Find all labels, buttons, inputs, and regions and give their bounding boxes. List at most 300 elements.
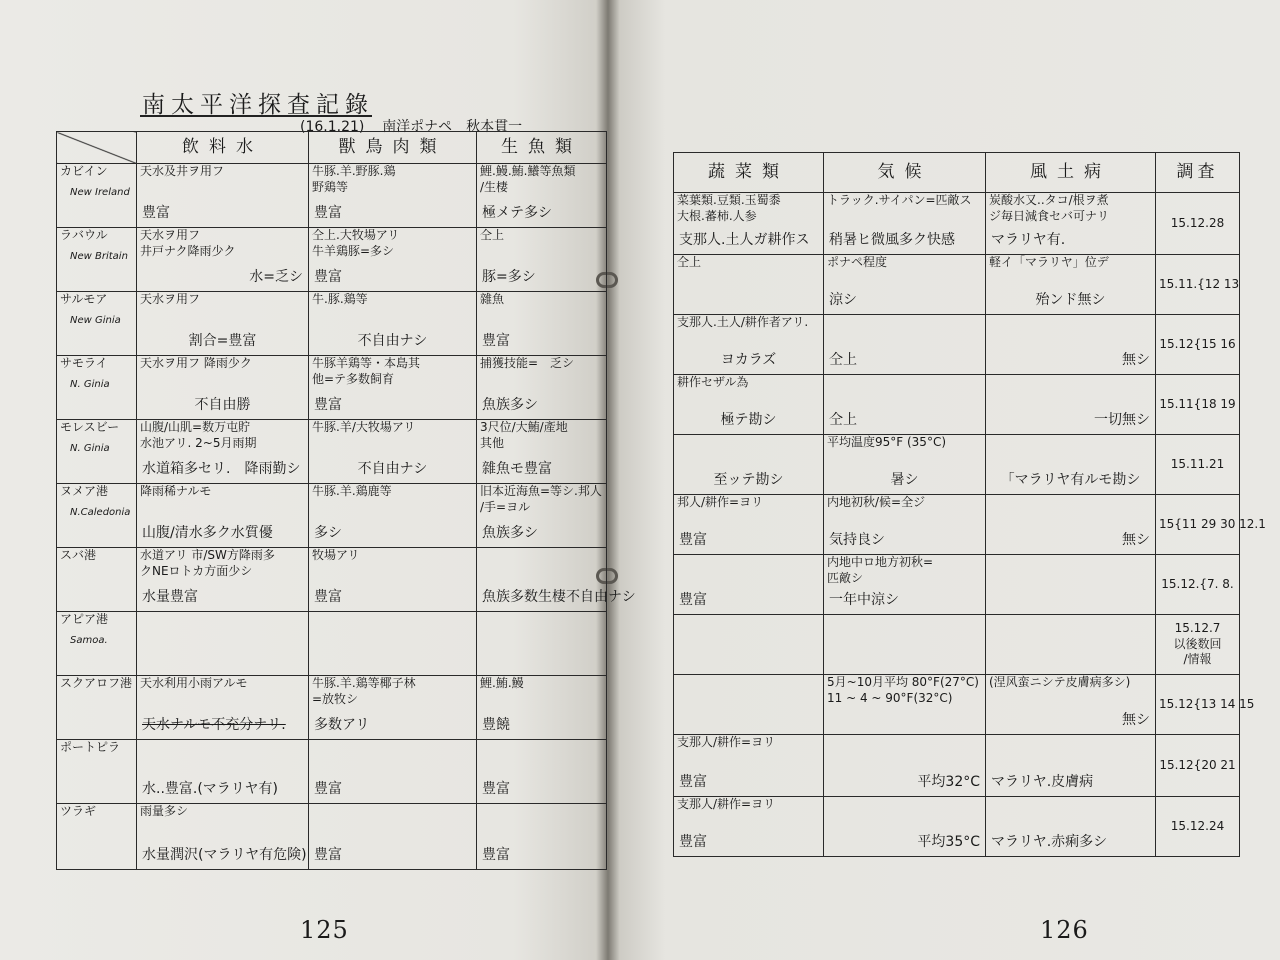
place-name-japanese: アピア港	[60, 612, 109, 626]
record-author: 南洋ポナペ 秋本貫一	[382, 119, 523, 135]
meat-cell	[309, 804, 477, 870]
place-name-japanese: スバ港	[60, 548, 97, 562]
survey-date-cell: 15.12.{7. 8.	[1156, 555, 1240, 615]
fish-content	[480, 612, 603, 672]
endemic-disease-bottom-text: マラリヤ.赤痢多シ	[991, 833, 1108, 850]
water-cell	[137, 740, 309, 804]
vegetables-cell	[674, 435, 824, 495]
meat-top-text: 牛豚.羊.鶏鹿等	[312, 484, 392, 498]
meat-bottom-text: 豊富	[314, 780, 342, 797]
water-cell	[137, 548, 309, 612]
water-cell	[137, 164, 309, 228]
left-table-row	[57, 804, 607, 870]
meat-cell	[309, 548, 477, 612]
fish-top-text: 鯉.鮪.鰻	[480, 676, 524, 690]
fish-cell	[477, 228, 607, 292]
fish-cell	[477, 804, 607, 870]
endemic-disease-top-text: 炭酸水又..タコ/根ヲ煮 ジ毎日減食セバ可ナリ	[989, 193, 1110, 223]
place-name-japanese: ラバウル	[60, 228, 108, 242]
place-name-english: N. Ginia	[70, 442, 110, 454]
meat-bottom-text: 豊富	[314, 846, 342, 863]
vegetables-top-text: 支那人/耕作=ヨリ	[677, 735, 776, 749]
left-survey-table	[56, 131, 636, 870]
vegetables-bottom-text: 豊富	[679, 773, 707, 790]
endemic-disease-bottom-text: 無シ	[1122, 711, 1150, 728]
endemic-disease-content	[989, 375, 1152, 431]
place-name-japanese: カビイン	[60, 164, 108, 178]
climate-cell	[824, 315, 986, 375]
meat-bottom-text: 多シ	[314, 524, 342, 541]
header-survey-date: 調査	[1156, 153, 1240, 193]
right-table-row	[674, 615, 1240, 675]
place-name-english: New Ginia	[70, 314, 121, 326]
meat-cell	[309, 292, 477, 356]
left-table-row	[57, 676, 607, 740]
vegetables-bottom-text: 支那人.土人ガ耕作ス	[679, 231, 810, 248]
vegetables-bottom-text: ヨカラズ	[720, 351, 777, 368]
endemic-disease-content	[989, 555, 1152, 611]
fish-bottom-text: 豊饒	[482, 716, 510, 733]
endemic-disease-bottom-text: 「マラリヤ有ルモ勘シ	[1000, 471, 1141, 488]
survey-date-cell: 15.12.28	[1156, 193, 1240, 255]
fish-bottom-text: 魚族多シ	[482, 396, 538, 413]
fish-top-text: 捕獲技能= 乏シ	[480, 356, 575, 370]
right-table-row	[674, 375, 1240, 435]
vegetables-top-text: 邦人/耕作=ヨリ	[677, 495, 764, 509]
header-fish: 生魚類	[477, 132, 607, 164]
place-cell	[57, 420, 137, 484]
survey-date-cell: 15.12{20 21	[1156, 735, 1240, 797]
climate-content	[827, 555, 982, 611]
water-bottom-text: 不自由勝	[194, 396, 251, 413]
water-top-text: 降雨稀ナルモ	[140, 484, 212, 498]
meat-bottom-text: 不自由ナシ	[357, 460, 428, 477]
meat-content	[312, 420, 473, 480]
endemic-disease-content	[989, 255, 1152, 311]
place-name-japanese: サルモア	[60, 292, 108, 306]
water-content	[140, 420, 305, 480]
meat-top-text: 仝上.大牧場アリ 牛羊鶏豚=多シ	[312, 228, 400, 258]
left-table-row	[57, 740, 607, 804]
climate-bottom-text: 稍暑ヒ微風多ク快感	[829, 231, 955, 248]
meat-content	[312, 228, 473, 288]
vegetables-content	[677, 193, 820, 251]
water-cell	[137, 804, 309, 870]
vegetables-content	[677, 555, 820, 611]
climate-cell	[824, 435, 986, 495]
endemic-disease-bottom-text: マラリヤ.皮膚病	[991, 773, 1094, 790]
water-top-text: 天水ヲ用フ 井戸ナク降雨少ク	[140, 228, 236, 258]
endemic-disease-content	[989, 193, 1152, 251]
water-cell	[137, 292, 309, 356]
fish-cell	[477, 612, 607, 676]
vegetables-bottom-text: 極テ勘シ	[720, 411, 777, 428]
vegetables-content	[677, 435, 820, 491]
header-vegetables: 蔬菜類	[674, 153, 824, 193]
meat-content	[312, 164, 473, 224]
water-top-text: 天水利用小雨アルモ	[140, 676, 248, 690]
water-content	[140, 228, 305, 288]
meat-top-text: 牛豚羊鶏等・本島其 他=テ多数飼育	[312, 356, 421, 386]
meat-content	[312, 740, 473, 800]
climate-bottom-text: 平均32°C	[917, 773, 980, 790]
vegetables-top-text: 耕作セザル為	[677, 375, 749, 389]
place-name-english: New Ireland	[70, 186, 130, 198]
vegetables-bottom-text: 豊富	[679, 591, 707, 608]
meat-bottom-text: 豊富	[314, 204, 342, 221]
meat-cell	[309, 228, 477, 292]
endemic-disease-content	[989, 735, 1152, 793]
vegetables-cell	[674, 375, 824, 435]
climate-content	[827, 675, 982, 731]
endemic-disease-content	[989, 797, 1152, 853]
fish-bottom-text: 魚族多シ	[482, 524, 538, 541]
vegetables-content	[677, 375, 820, 431]
survey-date-cell: 15.11.{12 13	[1156, 255, 1240, 315]
place-name-japanese: スクアロフ港	[60, 676, 133, 690]
climate-bottom-text: 平均35°C	[917, 833, 980, 850]
meat-cell	[309, 740, 477, 804]
vegetables-cell	[674, 797, 824, 857]
water-cell	[137, 612, 309, 676]
water-bottom-text: 天水ナルモ不充分ナリ.	[142, 716, 286, 733]
vegetables-content	[677, 615, 820, 671]
water-top-text: 天水及井ヲ用フ	[140, 164, 225, 178]
water-top-text: 雨量多シ	[140, 804, 189, 818]
vegetables-cell	[674, 555, 824, 615]
climate-top-text: トラック.サイパン=匹敵ス	[827, 193, 972, 207]
left-table-row	[57, 548, 607, 612]
fish-top-text: 仝上	[480, 228, 505, 242]
climate-cell	[824, 615, 986, 675]
survey-date-cell: 15.12.7 以後数回 /情報	[1156, 615, 1240, 675]
endemic-disease-cell	[986, 797, 1156, 857]
fish-bottom-text: 雜魚モ豊富	[482, 460, 552, 477]
climate-content	[827, 435, 982, 491]
right-survey-table	[673, 152, 1266, 857]
endemic-disease-content	[989, 495, 1152, 551]
climate-content	[827, 797, 982, 853]
vegetables-top-text: 支那人.土人/耕作者アリ.	[677, 315, 809, 329]
right-table-row	[674, 555, 1240, 615]
header-climate: 気候	[824, 153, 986, 193]
endemic-disease-content	[989, 315, 1152, 371]
climate-cell	[824, 495, 986, 555]
fish-top-text: 鯉.鰻.鮪.鱶等魚類 /生棲	[480, 164, 576, 194]
document-title: 南太平洋探査記錄	[142, 92, 374, 118]
place-name-english: Samoa.	[70, 634, 108, 646]
water-bottom-text: 水道箱多セリ. 降雨勤シ	[142, 460, 301, 477]
fish-bottom-text: 豊富	[482, 846, 510, 863]
place-name-english: New Britain	[70, 250, 128, 262]
place-name-japanese: モレスビー	[60, 420, 120, 434]
water-content	[140, 676, 305, 736]
climate-cell	[824, 797, 986, 857]
water-top-text: 水道アリ 市/SW方降雨多 クNEロトカ方面少シ	[140, 548, 275, 578]
place-cell	[57, 740, 137, 804]
place-name-japanese: ヌメア港	[60, 484, 109, 498]
water-top-text: 天水ヲ用フ	[140, 292, 201, 306]
climate-cell	[824, 675, 986, 735]
endemic-disease-bottom-text: 無シ	[1122, 351, 1150, 368]
water-content	[140, 356, 305, 416]
fish-content	[480, 420, 603, 480]
climate-top-text: 内地中ロ地方初秋= 匹敵シ	[827, 555, 934, 585]
endemic-disease-cell	[986, 495, 1156, 555]
water-top-text: 天水ヲ用フ 降雨少ク	[140, 356, 252, 370]
vegetables-cell	[674, 193, 824, 255]
vegetables-bottom-text: 豊富	[679, 531, 707, 548]
climate-cell	[824, 193, 986, 255]
vegetables-top-text: 仝上	[677, 255, 702, 269]
meat-content	[312, 292, 473, 352]
place-name-english: N. Ginia	[70, 378, 110, 390]
fish-bottom-text: 極メテ多シ	[482, 204, 552, 221]
climate-content	[827, 255, 982, 311]
place-cell	[57, 292, 137, 356]
meat-top-text: 牛.豚.鶏等	[312, 292, 368, 306]
fish-content	[480, 740, 603, 800]
fish-bottom-text: 豊富	[482, 332, 510, 349]
climate-bottom-text: 仝上	[829, 411, 857, 428]
endemic-disease-cell	[986, 675, 1156, 735]
climate-top-text: 5月~10月平均 80°F(27°C) 11 ~ 4 ~ 90°F(32°C)	[827, 675, 979, 705]
fish-content	[480, 548, 636, 608]
endemic-disease-cell	[986, 315, 1156, 375]
survey-date-cell: 15{11 29 30 12.1	[1156, 495, 1240, 555]
climate-bottom-text: 暑シ	[890, 471, 919, 488]
climate-content	[827, 193, 982, 251]
water-bottom-text: 山腹/清水多ク水質優	[142, 524, 273, 541]
left-table-row	[57, 612, 607, 676]
place-cell	[57, 164, 137, 228]
vegetables-content	[677, 315, 820, 371]
water-bottom-text: 水量潤沢(マラリヤ有危険)	[142, 846, 307, 863]
place-cell	[57, 228, 137, 292]
climate-cell	[824, 735, 986, 797]
meat-bottom-text: 多数アリ	[314, 716, 370, 733]
vegetables-cell	[674, 675, 824, 735]
place-cell	[57, 676, 137, 740]
water-bottom-text: 豊富	[142, 204, 170, 221]
climate-bottom-text: 涼シ	[829, 291, 857, 308]
fish-content	[480, 292, 603, 352]
place-name-japanese: サモライ	[60, 356, 108, 370]
record-date: (16.1.21)	[300, 119, 365, 135]
fish-content	[480, 676, 603, 736]
fish-top-text: 3尺位/大鮪/產地 其他	[480, 420, 568, 450]
vegetables-content	[677, 495, 820, 551]
endemic-disease-cell	[986, 735, 1156, 797]
meat-cell	[309, 676, 477, 740]
water-bottom-text: 水..豊富.(マラリヤ有)	[142, 780, 278, 797]
right-table-row	[674, 735, 1240, 797]
left-table-row	[57, 356, 607, 420]
climate-top-text: ポナペ程度	[827, 255, 888, 269]
meat-bottom-text: 豊富	[314, 396, 342, 413]
vegetables-cell	[674, 735, 824, 797]
survey-date-cell: 15.11.21	[1156, 435, 1240, 495]
vegetables-cell	[674, 615, 824, 675]
climate-top-text: 内地初秋/候=全ジ	[827, 495, 926, 509]
water-cell	[137, 676, 309, 740]
climate-top-text: 平均温度95°F (35°C)	[827, 435, 946, 449]
fish-cell	[477, 548, 636, 612]
fish-bottom-text: 魚族多数生棲不自由ナシ	[482, 588, 636, 605]
water-top-text: 山腹/山肌=数万屯貯 水池アリ. 2~5月雨期	[140, 420, 257, 450]
endemic-disease-top-text: (涅风蛮ニシテ皮膚病多シ)	[989, 675, 1131, 689]
water-content	[140, 804, 305, 866]
left-table-row	[57, 164, 607, 228]
corner-cell	[57, 132, 137, 164]
place-name-japanese: ツラギ	[60, 804, 97, 818]
endemic-disease-cell	[986, 375, 1156, 435]
fish-content	[480, 356, 603, 416]
meat-top-text: 牧場アリ	[312, 548, 360, 562]
survey-date-cell: 15.11{18 19	[1156, 375, 1240, 435]
vegetables-content	[677, 255, 820, 311]
climate-bottom-text: 一年中涼シ	[829, 591, 899, 608]
climate-cell	[824, 555, 986, 615]
left-table-row	[57, 484, 607, 548]
page-number-left: 125	[300, 916, 349, 944]
vegetables-bottom-text: 豊富	[679, 833, 707, 850]
fish-cell	[477, 292, 607, 356]
meat-cell	[309, 356, 477, 420]
fish-cell	[477, 356, 607, 420]
endemic-disease-content	[989, 435, 1152, 491]
place-name-english: N.Caledonia	[70, 506, 131, 518]
fish-cell	[477, 740, 607, 804]
fish-cell	[477, 484, 607, 548]
fish-top-text: 旧本近海魚=等シ.邦人 /手=ヨル	[480, 484, 602, 514]
meat-content	[312, 484, 473, 544]
right-table-row	[674, 797, 1240, 857]
meat-cell	[309, 420, 477, 484]
water-content	[140, 484, 305, 544]
water-cell	[137, 420, 309, 484]
vegetables-content	[677, 675, 820, 731]
meat-bottom-text: 豊富	[314, 588, 342, 605]
meat-cell	[309, 612, 477, 676]
vegetables-content	[677, 735, 820, 793]
vegetables-bottom-text: 至ッテ勘シ	[713, 471, 784, 488]
meat-content	[312, 356, 473, 416]
endemic-disease-content	[989, 675, 1152, 731]
meat-cell	[309, 484, 477, 548]
meat-bottom-text: 不自由ナシ	[357, 332, 428, 349]
place-cell	[57, 356, 137, 420]
water-content	[140, 740, 305, 800]
meat-top-text: 牛豚.羊.鶏等椰子林 =放牧シ	[312, 676, 416, 706]
meat-top-text: 牛豚.羊.野豚.鶏 野鶏等	[312, 164, 396, 194]
right-table-row	[674, 675, 1240, 735]
endemic-disease-content	[989, 615, 1152, 671]
endemic-disease-cell	[986, 555, 1156, 615]
right-table-row	[674, 255, 1240, 315]
fish-cell	[477, 420, 607, 484]
vegetables-top-text: 菜葉類.豆類.玉蜀黍 大根.蕃柿.人参	[677, 193, 781, 223]
endemic-disease-bottom-text: 一切無シ	[1094, 411, 1150, 428]
fish-cell	[477, 164, 607, 228]
climate-content	[827, 495, 982, 551]
place-cell	[57, 484, 137, 548]
water-content	[140, 164, 305, 224]
meat-bottom-text: 豊富	[314, 268, 342, 285]
endemic-disease-bottom-text: 殆ンド無シ	[1035, 291, 1106, 308]
right-table-row	[674, 315, 1240, 375]
survey-date-cell: 15.12.24	[1156, 797, 1240, 857]
meat-content	[312, 804, 473, 866]
fish-bottom-text: 豚=多シ	[482, 268, 536, 285]
meat-content	[312, 612, 473, 672]
endemic-disease-cell	[986, 193, 1156, 255]
left-table-row	[57, 420, 607, 484]
right-table-row	[674, 193, 1240, 255]
fish-bottom-text: 豊富	[482, 780, 510, 797]
meat-cell	[309, 164, 477, 228]
vegetables-cell	[674, 315, 824, 375]
climate-content	[827, 615, 982, 671]
fish-content	[480, 804, 603, 866]
header-endemic-disease: 風土病	[986, 153, 1156, 193]
place-cell	[57, 612, 137, 676]
survey-date-cell: 15.12{13 14 15	[1156, 675, 1240, 735]
water-cell	[137, 484, 309, 548]
meat-content	[312, 548, 473, 608]
vegetables-content	[677, 797, 820, 853]
climate-content	[827, 735, 982, 793]
header-water: 飲料水	[137, 132, 309, 164]
fish-content	[480, 164, 603, 224]
endemic-disease-cell	[986, 435, 1156, 495]
endemic-disease-bottom-text: 無シ	[1122, 531, 1150, 548]
climate-content	[827, 375, 982, 431]
endemic-disease-cell	[986, 615, 1156, 675]
endemic-disease-cell	[986, 255, 1156, 315]
meat-top-text: 牛豚.羊/大牧場アリ	[312, 420, 416, 434]
fish-top-text: 雜魚	[480, 292, 505, 306]
fish-content	[480, 484, 603, 544]
vegetables-cell	[674, 495, 824, 555]
water-content	[140, 292, 305, 352]
climate-bottom-text: 気持良シ	[829, 531, 885, 548]
left-table-row	[57, 292, 607, 356]
climate-content	[827, 315, 982, 371]
meat-content	[312, 676, 473, 736]
place-cell	[57, 804, 137, 870]
water-bottom-text: 水=乏シ	[249, 268, 303, 285]
fish-cell	[477, 676, 607, 740]
climate-bottom-text: 仝上	[829, 351, 857, 368]
page-number-right: 126	[1040, 916, 1089, 944]
climate-cell	[824, 375, 986, 435]
header-meat: 獸鳥肉類	[309, 132, 477, 164]
water-bottom-text: 割合=豊富	[188, 332, 257, 349]
right-table-row	[674, 495, 1240, 555]
place-cell	[57, 548, 137, 612]
water-cell	[137, 356, 309, 420]
endemic-disease-bottom-text: マラリヤ有.	[991, 231, 1066, 248]
fish-content	[480, 228, 603, 288]
vegetables-cell	[674, 255, 824, 315]
survey-date-cell: 15.12{15 16	[1156, 315, 1240, 375]
vegetables-top-text: 支那人/耕作=ヨリ	[677, 797, 776, 811]
water-content	[140, 612, 305, 672]
water-bottom-text: 水量豊富	[142, 588, 198, 605]
water-cell	[137, 228, 309, 292]
place-name-japanese: ポートピラ	[60, 740, 121, 754]
